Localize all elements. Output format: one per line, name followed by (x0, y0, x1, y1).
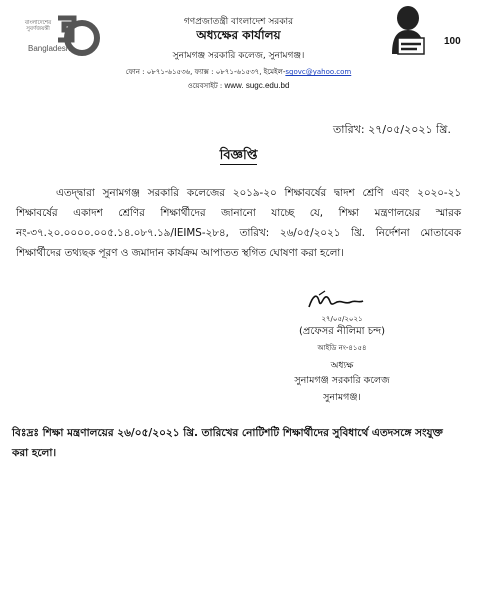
office-title: অধ্যক্ষের কার্যালয় (196, 28, 281, 42)
contact-phone-fax: ফোন : ০৮৭১-৬১৫৩৬, ফ্যাক্স : ০৮৭১-৬১৫৩৭, ইমেইল- (125, 68, 286, 76)
government-line: গণপ্রজাতন্ত্রী বাংলাদেশ সরকার (183, 17, 294, 27)
mujib-100-label: 100 (444, 36, 461, 47)
website-url[interactable]: www. sugc.edu.bd (224, 81, 290, 90)
college-address: সুনামগঞ্জ সরকারি কলেজ, সুনামগঞ্জ। (172, 51, 305, 61)
notice-body: এতদ্দ্বারা সুনামগঞ্জ সরকারি কলেজের ২০১৯-২০ শিক্ষাবর্ষের দ্বাদশ শ্রেণি এবং ২০২০-২১ শিক্ষাবর্ষের একাদশ শ্রেণির শিক্ষার্থীদের জানানো যাচ্ছে যে, শিক্ষা মন্ত্রণালয়ের স্মারক নং-৩৭.২০.০০০০.০০৫.১৪.০৮৭.১৯/IEIMS-২৮৪, তারিখ: ২৬/০৫/২০২১ খ্রি. নির্দেশনা মোতাবেক শিক্ষার্থীদের তথ্যছক পূরণ ও জমাদান কার্যক্রম আপাতত স্থগিত ঘোষণা করা হলো। (16, 187, 461, 259)
attachment-note: বিঃদ্রঃ শিক্ষা মন্ত্রণালয়ের ২৬/০৫/২০২১ খ্রি. তারিখের নোটিশটি শিক্ষার্থীদের সুবিধার্থে এতদসঙ্গে সংযুক্ত করা হলো। (12, 427, 443, 459)
notice-title-text: বিজ্ঞপ্তি (219, 148, 258, 163)
signatory-role: অধ্যক্ষ (330, 361, 354, 371)
signatory-place: সুনামগঞ্জ। (323, 392, 361, 403)
email-link[interactable]: sgovc@yahoo.com (285, 68, 352, 76)
golden-jubilee-logo-text: বাংলাদেশের সুবর্ণজয়ন্তী (24, 20, 52, 32)
golden-jubilee-logo-country: Bangladesh (28, 44, 71, 53)
signature-date: ২৭/০৫/২০২১ (321, 315, 363, 323)
signatory-college: সুনামগঞ্জ সরকারি কলেজ (294, 375, 390, 386)
signatory-name: (প্রফেসর নীলিমা চন্দ) (298, 326, 386, 337)
notice-date: তারিখ: ২৭/০৫/২০২১ খ্রি. (333, 123, 451, 136)
contact-line (0, 66, 477, 78)
signature-scribble-icon (305, 289, 365, 313)
website-label: ওয়েবসাইট : (187, 82, 223, 90)
notice-title (0, 146, 477, 167)
signatory-id: আইডি নং-৪১৫৪ (317, 344, 367, 352)
website-line (0, 80, 477, 92)
